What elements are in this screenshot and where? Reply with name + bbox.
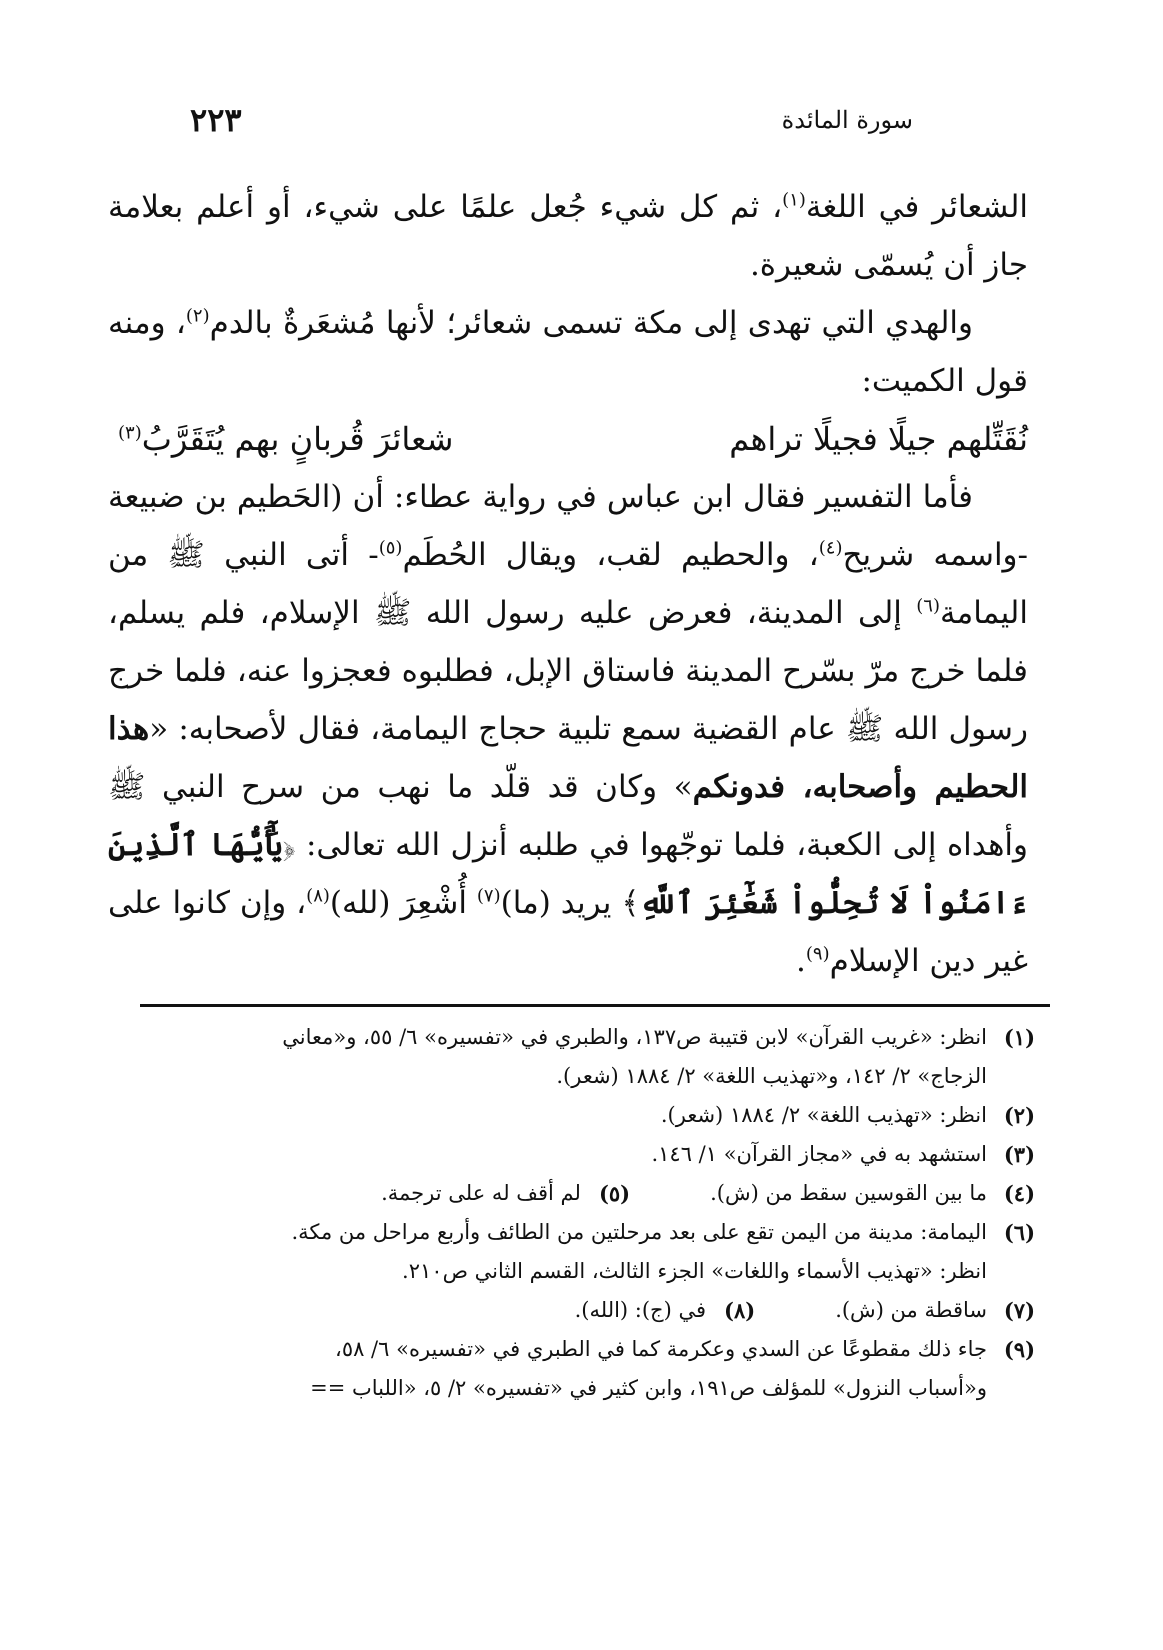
footnote-6 [105,1213,1035,1291]
footnote-number: (٥) [598,1181,631,1206]
footnote-8 [575,1291,756,1330]
footnote-5 [381,1174,630,1213]
footnote-ref-5: (٥) [378,537,403,559]
quote-bold: هذا الحطيم وأصحابه، فدونكم [108,711,1029,805]
footnote-body [105,1174,987,1213]
footnote-3 [105,1135,1035,1174]
footnote-line: الزجاج» ٢/ ١٤٢، و«تهذيب اللغة» ٢/ ١٨٨٤ (شعر). [556,1064,987,1088]
footnote-body [105,1018,987,1096]
text-span: والهدي التي تهدى إلى مكة تسمى شعائر؛ لأنها مُشعَرةٌ بالدم [209,305,973,341]
quran-verse: يَٰٓأَيُّهَا ٱلَّذِينَ ءَامَنُواْ لَا تُحِلُّواْ شَعَٰٓئِرَ ٱللَّهِ [108,827,1028,921]
text-span: ، وإن كانوا على غير دين الإسلام [108,885,1028,979]
footnote-ref-3: (٣) [118,422,142,444]
text-span: ﴾ يريد (ما) [500,885,640,921]
footnote-ref-4: (٤) [818,537,843,559]
text-span: - أتى النبي ﷺ من اليمامة [108,537,1028,631]
poem-hemistich-2 [118,410,453,468]
poem-verse [108,410,1028,468]
footnote-body: استشهد به في «مجاز القرآن» ١/ ١٤٦. [651,1142,987,1166]
footnote-text: ما بين القوسين سقط من (ش). [710,1181,987,1205]
footnote-number: (٣) [1003,1142,1035,1167]
footnote-body [105,1291,987,1330]
text-span: ، والحطيم لقب، ويقال الحُطَم [402,537,819,573]
footnote-number: (٩) [1003,1337,1035,1362]
footnote-body [105,1213,987,1291]
paragraph-2 [108,294,1028,410]
footnote-9 [105,1330,1035,1408]
footnote-2 [105,1096,1035,1135]
footnote-number: (٧) [1003,1298,1035,1323]
text-span: » وكان قد قلّد ما نهب من سرح النبي ﷺ وأهداه إلى الكعبة، فلما توجّهوا في طلبه أنزل الله تعالى: ﴿ [108,769,1028,863]
footnote-divider [140,1004,1050,1007]
text-span: ، ثم كل شيء جُعل علمًا على شيء، أو أعلم بعلامة جاز أن يُسمّى شعيرة. [108,189,1028,283]
footnote-body [105,1330,987,1408]
footnote-ref-8: (٨) [306,885,330,907]
footnote-number: (٤) [1003,1181,1035,1206]
main-text [108,178,1028,990]
footnote-line: انظر: «غريب القرآن» لابن قتيبة ص١٣٧، والطبري في «تفسيره» ٦/ ٥٥، و«معاني [282,1025,987,1049]
footnote-text: في (ج): (الله). [574,1298,707,1322]
text-span: . [796,943,806,979]
text-span: إلى المدينة، فعرض عليه رسول الله ﷺ الإسلام، فلم يسلم، فلما خرج مرّ بسّرح المدينة فاستاق الإبل، فطلبوه فعجزوا عنه، فلما خرج رسول الله ﷺ عام القضية سمع تلبية حجاج اليمامة، فقال لأصحابه: « [108,595,1028,747]
text-span: شعائرَ قُربانٍ بهم يُتَقَرَّبُ [141,420,454,458]
text-span: الشعائر في اللغة [805,189,1029,225]
footnote-line: و«أسباب النزول» للمؤلف ص١٩١، وابن كثير في «تفسيره» ٢/ ٥، «اللباب == [310,1376,987,1400]
paragraph-1 [108,178,1028,294]
page-header [190,100,913,140]
footnotes [105,1018,1035,1408]
text-span: أُشْعِرَ (لله) [329,885,477,921]
footnote-number: (٦) [1003,1220,1035,1245]
footnote-7-8 [105,1291,1035,1330]
footnote-ref-9: (٩) [805,943,830,965]
footnote-number: (١) [1003,1025,1035,1050]
surah-title: سورة المائدة [781,106,913,134]
text-span: فأما التفسير فقال ابن عباس في رواية عطاء: أن (الحَطيم بن ضبيعة -واسمه شريح [108,479,1028,573]
footnote-1 [105,1018,1035,1096]
footnote-ref-6: (٦) [916,595,940,617]
footnote-number: (٨) [724,1298,756,1323]
footnote-line: اليمامة: مدينة من اليمن تقع على بعد مرحلتين من الطائف وأربع مراحل من مكة. [291,1220,987,1244]
footnote-text: لم أقف له على ترجمة. [381,1181,581,1205]
paragraph-3 [108,468,1028,990]
text-span: ، ومنه قول الكميت: [108,305,1028,399]
footnote-ref-2: (٢) [185,305,210,327]
footnote-body: انظر: «تهذيب اللغة» ٢/ ١٨٨٤ (شعر). [660,1103,987,1127]
footnote-ref-7: (٧) [476,885,501,907]
footnote-number: (٢) [1003,1103,1035,1128]
footnote-line: انظر: «تهذيب الأسماء واللغات» الجزء الثالث، القسم الثاني ص٢١٠. [402,1259,987,1283]
footnote-ref-1: (١) [782,189,806,211]
poem-hemistich-1: نُقَتِّلهم جيلًا فجيلًا تراهم [729,420,1028,458]
page-number: ٢٢٣ [190,101,242,139]
footnote-line: جاء ذلك مقطوعًا عن السدي وعكرمة كما في الطبري في «تفسيره» ٦/ ٥٨، [335,1337,987,1361]
footnote-4-5 [105,1174,1035,1213]
footnote-text: ساقطة من (ش). [835,1298,987,1322]
